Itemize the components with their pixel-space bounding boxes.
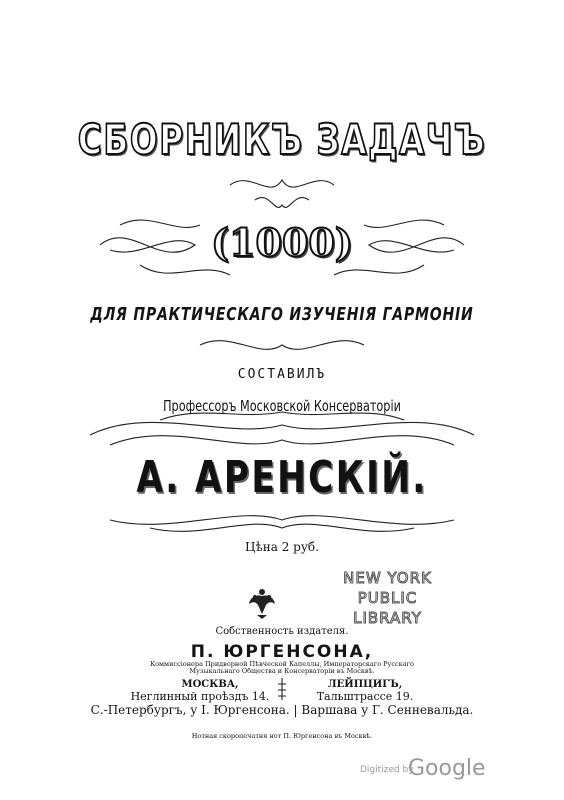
problem-count: (1000) [211, 220, 353, 265]
publisher-name: П. ЮРГЕНСОНА, [190, 642, 374, 662]
price-label: Цѣна 2 руб. [245, 540, 319, 554]
stamp-line-2: PUBLIC [357, 589, 418, 607]
compiled-by-label: СОСТАВИЛЪ [237, 367, 327, 382]
digitized-label: Digitized by [360, 765, 414, 775]
stamp-line-1: NEW YORK [343, 569, 432, 587]
city-leipzig: ЛЕЙПЦИГЪ, [327, 679, 403, 690]
address-leipzig: Тальштрассе 19. [316, 690, 414, 703]
address-moscow: Неглинный проѣздъ 14. [130, 690, 270, 703]
google-logo: Google [408, 756, 486, 781]
double-headed-eagle-icon [247, 588, 277, 620]
city-moscow: МОСКВА, [181, 679, 239, 690]
author-name: А. АРЕНСКІЙ. [136, 452, 428, 503]
stamp-line-3: LIBRARY [353, 609, 422, 627]
publisher-credentials-1: Коммиссіонера Придворной Пѣвческой Капеллы, Императорскаго Русскаго [150, 660, 414, 668]
book-subtitle: ДЛЯ ПРАКТИЧЕСКАГО ИЗУЧЕНІЯ ГАРМОНІИ [90, 304, 474, 325]
publisher-credentials-2: Музыкальнаго Общества и Консерваторіи въ Москвѣ. [189, 667, 375, 675]
publisher-property-note: Собственность издателя. [215, 626, 349, 637]
book-title: СБОРНИКЪ ЗАДАЧЪ [77, 115, 487, 164]
branch-offices: С.-Петербургъ, у І. Юргенсона. | Варшава у Г. Сенневальда. [90, 703, 474, 717]
printer-note: Нотная скоропечатня нот П. Юргенсона въ Москвѣ. [191, 732, 373, 740]
author-title: Профессоръ Московской Консерваторіи [163, 397, 401, 415]
